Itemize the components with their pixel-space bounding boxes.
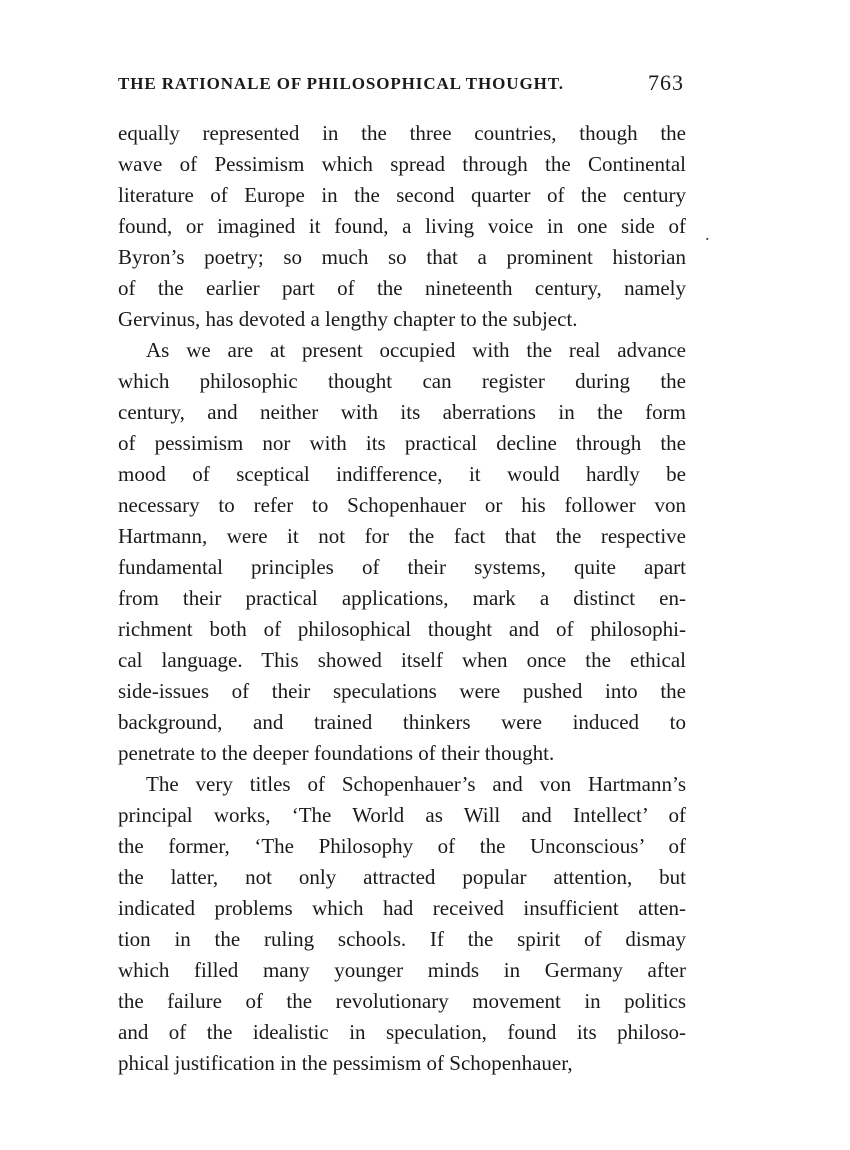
text-line: Gervinus, has devoted a lengthy chapter to the subject. [118,307,578,331]
text-line: Hartmann, were it not for the fact that the respective [118,524,686,548]
running-title: THE RATIONALE OF PHILOSOPHICAL THOUGHT. [118,74,564,93]
text-line: the failure of the revolutionary movement in politics [118,989,686,1013]
text-line: tion in the ruling schools. If the spirit of dismay [118,927,686,951]
text-line: necessary to refer to Schopenhauer or his follower von [118,493,686,517]
text-line: found, or imagined it found, a living voice in one side of [118,214,686,238]
text-line: As we are at present occupied with the real advance [146,338,686,362]
text-line: penetrate to the deeper foundations of their thought. [118,741,555,765]
paragraph [118,118,686,335]
text-line: the former, ‘The Philosophy of the Unconscious’ of [118,834,686,858]
text-line: mood of sceptical indifference, it would hardly be [118,462,686,486]
text-line: equally represented in the three countries, though the [118,121,686,145]
margin-mark: . [705,224,710,244]
text-line: side-issues of their speculations were pushed into the [118,679,686,703]
text-line: which filled many younger minds in Germany after [118,958,686,982]
text-line: of pessimism nor with its practical decline through the [118,431,686,455]
text-line: and of the idealistic in speculation, found its philoso- [118,1020,686,1044]
text-line: background, and trained thinkers were induced to [118,710,686,734]
text-line: The very titles of Schopenhauer’s and von Hartmann’s [146,772,686,796]
paragraph [118,335,686,769]
text-line: Byron’s poetry; so much so that a prominent historian [118,245,686,269]
text-line: the latter, not only attracted popular attention, but [118,865,686,889]
page-number: 763 [648,70,684,95]
text-line: of the earlier part of the nineteenth century, namely [118,276,686,300]
text-line: richment both of philosophical thought and of philosophi- [118,617,686,641]
text-line: from their practical applications, mark a distinct en- [118,586,686,610]
text-line: wave of Pessimism which spread through the Continental [118,152,686,176]
text-line: indicated problems which had received insufficient atten- [118,896,686,920]
text-line: literature of Europe in the second quarter of the century [118,183,686,207]
text-line: principal works, ‘The World as Will and Intellect’ of [118,803,686,827]
text-line: fundamental principles of their systems, quite apart [118,555,686,579]
body-text [118,118,686,1079]
running-head [118,70,688,102]
text-line: cal language. This showed itself when once the ethical [118,648,686,672]
text-line: century, and neither with its aberrations in the form [118,400,686,424]
text-line: phical justification in the pessimism of Schopenhauer, [118,1051,573,1075]
paragraph [118,769,686,1079]
text-line: which philosophic thought can register during the [118,369,686,393]
